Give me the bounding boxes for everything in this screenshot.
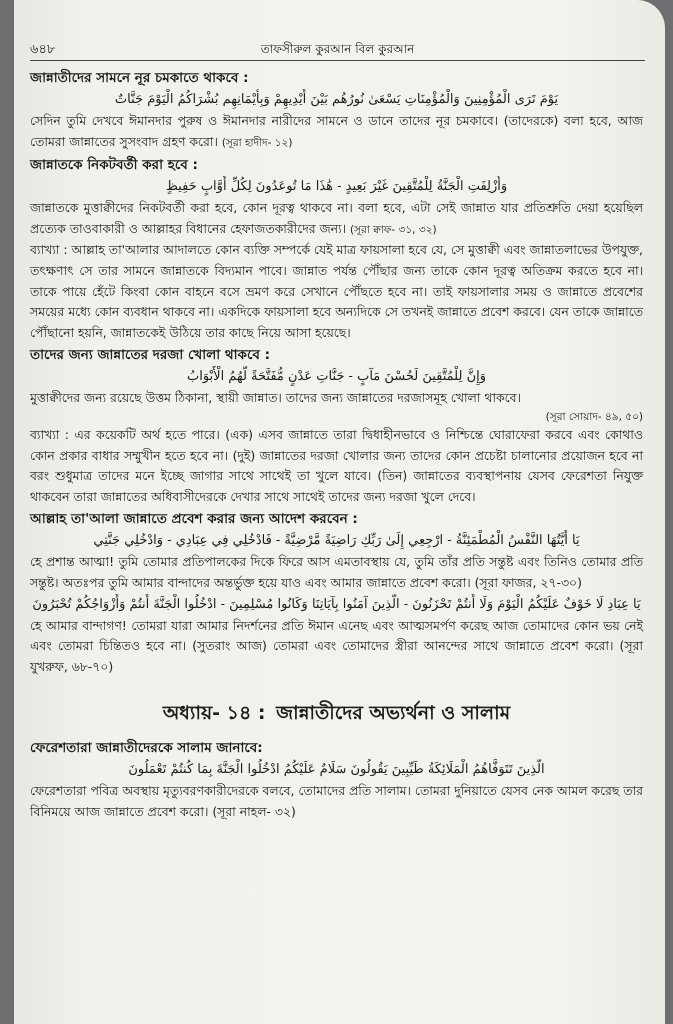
book-page — [14, 0, 665, 1024]
page-number: ৬৪৮ — [30, 42, 56, 57]
section-heading: তাদের জন্য জান্নাতের দরজা খোলা থাকবে : — [30, 347, 271, 364]
chapter-number: অধ্যায়- ১৪ : — [162, 702, 266, 725]
arabic-verse: يَا عِبَادِ لَا خَوْفٌ عَلَيْكُمُ الْيَوْمَ وَلَا أَنتُمْ تَحْزَنُونَ - الَّذِينَ آمَنُوا بِآيَاتِنَا وَكَانُوا مُسْلِمِينَ - ادْخُلُوا الْجَنَّةَ أَنتُمْ وَأَزْوَاجُكُمْ تُحْبَرُونَ — [32, 596, 641, 612]
translation-paragraph: হে আমার বান্দাগণ! তোমরা যারা আমার নিদর্শনের প্রতি ঈমান এনেছ এবং আত্মসমর্পণ করেছ আজ তোমাদের কোন ভয় নেই এবং তোমরা চিন্তিতও হবে না। (সুতরাং আজ) তোমরা এবং তোমাদের স্ত্রীরা আনন্দের সাথে জান্নাতে প্রবেশ করো। (সূরা যুখরুফ, ৬৮-৭০) — [30, 617, 643, 674]
explanation-paragraph: ব্যাখ্যা : এর কয়েকটি অর্থ হতে পারে। (এক) এসব জান্নাতে তারা দ্বিধাহীনভাবে ও নিশ্চিন্তে ঘোরাফেরা করবে এবং কোথাও কোন প্রকার বাধার সম্মুখীন হতে হবে না। (দুই) জান্নাতের দরজা খোলার জন্য তাদের কোন প্রচেষ্টা চালানোর প্রয়োজন হবে না বরং শুধুমাত্র তাদের মনে ইচ্ছে জাগার সাথে সাথেই তা খুলে যাবে। (তিন) জান্নাতের ব্যবস্থাপনায় যেসব ফেরেশতা নিযুক্ত থাকবেন তারা জান্নাতের অধিবাসীদেরকে দেখার সাথে সাথেই তাদের জন্য দরজা খুলে দেবে। — [30, 426, 643, 504]
chapter-name: জান্নাতীদের অভ্যর্থনা ও সালাম — [276, 702, 511, 725]
translation-paragraph: ফেরেশতারা পবিত্র অবস্থায় মৃত্যুবরণকারীদেরকে বলবে, তোমাদের প্রতি সালাম। তোমরা দুনিয়াতে যেসব নেক আমল করেছ তার বিনিময়ে আজ জান্নাতে প্রবেশ করো। (সূরা নাহল- ৩২) — [30, 783, 643, 819]
translation-text: সেদিন তুমি দেখবে ঈমানদার পুরুষ ও ঈমানদার নারীদের সামনে ও ডানে তাদের নূর চমকাবে। (তাদেরকে) বলা হবে, আজ তোমরা জান্নাতের সুসংবাদ গ্রহণ করো। — [30, 113, 643, 149]
verse-reference: (সূরা হাদীদ- ১২) — [221, 136, 293, 149]
translation-paragraph — [30, 198, 643, 240]
explanation-paragraph: ব্যাখ্যা : আল্লাহ তা'আলার আদালতে কোন ব্যক্তি সম্পর্কে যেই মাত্র ফায়সালা হবে যে, সে মুত্তাক্বী এবং জান্নাতলাভের উপযুক্ত, তৎক্ষণাৎ সে তার সামনে জান্নাতকে বিদ্যমান পাবে। জান্নাত পর্যন্ত পৌঁছার জন্য তাকে কোন দূরত্ব অতিক্রম করতে হবে না। তাকে পায়ে হেঁটে কিংবা কোন বাহনে বসে ভ্রমণ করে সেখানে পৌঁছতে হবে না। তাই ফায়সালার সময় ও জান্নাতে প্রবেশের সময়ের মধ্যে কোন ব্যবধান থাকবে না। একদিকে ফায়সালা হবে অন্যদিকে সে তখনই জান্নাতে প্রবেশ করবে। যেন তাকে জান্নাতে পৌঁছানো হয়নি, জান্নাতকেই উঠিয়ে তার কাছে নিয়ে আসা হয়েছে। — [30, 242, 643, 340]
arabic-verse: وَأُزْلِفَتِ الْجَنَّةُ لِلْمُتَّقِينَ غَيْرَ بَعِيدٍ - هَٰذَا مَا تُوعَدُونَ لِكُلِّ أَوَّابٍ حَفِيظٍ — [165, 179, 508, 195]
arabic-verse: الَّذِينَ تَتَوَفَّاهُمُ الْمَلَائِكَةُ طَيِّبِينَ يَقُولُونَ سَلَامٌ عَلَيْكُمُ ادْخُلُوا الْجَنَّةَ بِمَا كُنتُمْ تَعْمَلُونَ — [128, 762, 545, 778]
running-title: তাফসীরুল কুরআন বিল কুরআন — [260, 42, 415, 56]
arabic-verse: يَا أَيَّتُهَا النَّفْسُ الْمُطْمَئِنَّةُ - ارْجِعِي إِلَىٰ رَبِّكِ رَاضِيَةً مَّرْضِيَّةً - فَادْخُلِي فِي عِبَادِي - وَادْخُلِي جَنَّتِي — [93, 533, 580, 549]
translation-text: জান্নাতকে মুত্তাক্বীদের নিকটবর্তী করা হবে, কোন দূরত্ব থাকবে না। বলা হবে, এটা সেই জান্নাত যার প্রতিশ্রুতি দেয়া হয়েছিল প্রত্যেক তাওবাকারী ও আল্লাহর বিধানের হেফাজতকারীদের জন্য। — [30, 200, 643, 236]
translation-paragraph: হে প্রশান্ত আত্মা! তুমি তোমার প্রতিপালকের দিকে ফিরে আস এমতাবস্থায় যে, তুমি তাঁর প্রতি সন্তুষ্ট এবং তিনিও তোমার প্রতি সন্তুষ্ট। অতঃপর তুমি আমার বান্দাদের অন্তর্ভুক্ত হয়ে যাও এবং আমার জান্নাতে প্রবেশ করো। (সূরা ফাজর, ২৭-৩০) — [30, 554, 643, 590]
page-header — [30, 40, 645, 60]
arabic-verse: وَإِنَّ لِلْمُتَّقِينَ لَحُسْنَ مَآبٍ - جَنَّاتِ عَدْنٍ مُّفَتَّحَةً لَّهُمُ الْأَبْوَابُ — [186, 369, 487, 385]
verse-reference: (সূরা ক্বাফ- ৩১, ৩২) — [349, 223, 437, 236]
section-heading: আল্লাহ তা'আলা জান্নাতে প্রবেশ করার জন্য আদেশ করবেন : — [30, 511, 358, 528]
chapter-title — [30, 699, 643, 727]
arabic-verse: يَوْمَ تَرَى الْمُؤْمِنِينَ وَالْمُؤْمِنَاتِ يَسْعَىٰ نُورُهُم بَيْنَ أَيْدِيهِمْ وَبِأَيْمَانِهِم بُشْرَاكُمُ الْيَوْمَ جَنَّاتٌ — [114, 92, 559, 107]
page-content — [30, 66, 643, 822]
translation-paragraph — [30, 111, 643, 153]
header-rule — [30, 60, 645, 61]
section-heading: জান্নাতকে নিকটবর্তী করা হবে : — [30, 157, 198, 174]
verse-reference: (সূরা সোয়াদ- ৪৯, ৫০) — [545, 410, 643, 423]
section-heading: জান্নাতীদের সামনে নূর চমকাতে থাকবে : — [30, 70, 249, 86]
section-heading: ফেরেশতারা জান্নাতীদেরকে সালাম জানাবে: — [30, 740, 263, 757]
translation-paragraph: মুত্তাক্বীদের জন্য রয়েছে উত্তম ঠিকানা, স্থায়ী জান্নাত। তাদের জন্য জান্নাতের দরজাসমূহ খোলা থাকবে। — [30, 390, 521, 406]
